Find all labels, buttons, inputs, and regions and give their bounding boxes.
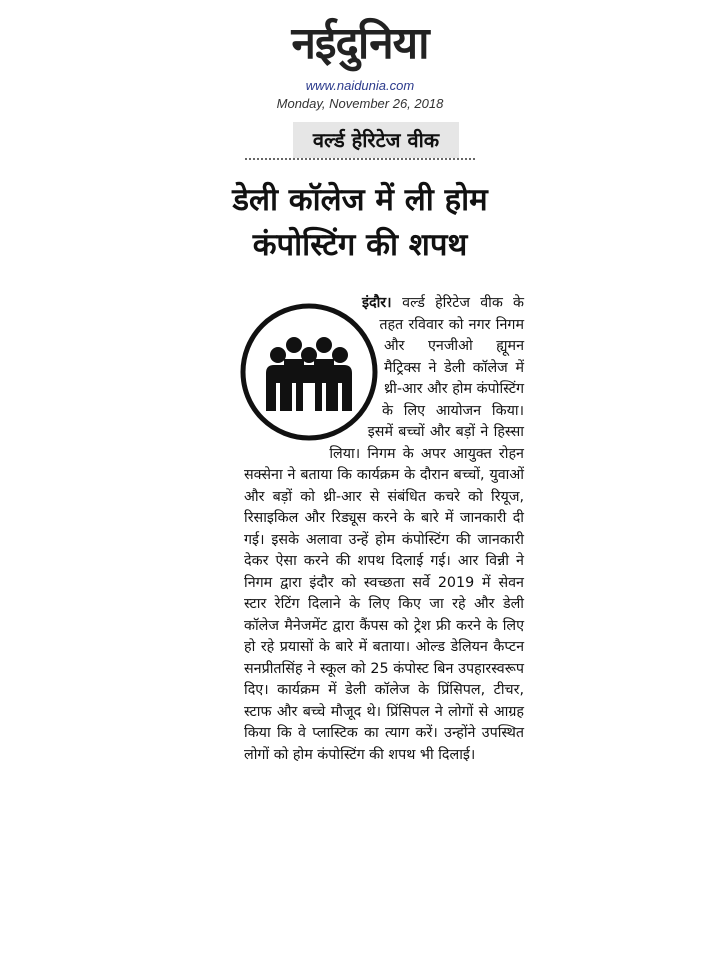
dateline: इंदौर। xyxy=(361,295,403,311)
article-headline: डेली कॉलेज में ली होम कंपोस्टिंग की शपथ xyxy=(232,182,488,263)
publication-date: Monday, November 26, 2018 xyxy=(276,96,444,111)
newspaper-masthead: नईदुनिया xyxy=(291,18,429,69)
article-body xyxy=(244,293,524,766)
kicker-divider xyxy=(245,158,475,160)
article-text: वर्ल्ड हेरिटेज वीक के तहत रविवार को नगर निगम और एनजीओ ह्यूमन मैट्रिक्स ने डेली कॉलेज में थ्री-आर और होम कंपोस्टिंग के लिए आयोजन किया। इसमें बच्चों और बड़ों ने हिस्सा लिया। निगम के अपर आयुक्त रोहन सक्सेना ने बताया कि कार्यक्रम के दौरान बच्चों, युवाओं और बड़ों को थ्री-आर से संबंधित कचरे को रियूज, रिसाइकिल और रिड्यूस करने के बारे में जानकारी दी गई। इसके अलावा उन्हें होम कंपोस्टिंग की जानकारी देकर ऐसा करने की शपथ दिलाई गई। आर विन्नी ने निगम द्वारा इंदौर को स्वच्छता सर्वे 2019 में सेवन स्टार रेटिंग दिलाने के लिए किए जा रहे और डेली कॉलेज मैनेजमेंट द्वारा कैंपस को ट्रेश फ्री करने के लिए हो रहे प्रयासों के बारे में बताया। ओल्ड डेलियन कैप्टन सनप्रीतसिंह ने स्कूल को 25 कंपोस्ट बिन उपहारस्वरूप दिए। कार्यक्रम में डेली कॉलेज के प्रिंसिपल, टीचर, स्टाफ और बच्चे मौजूद थे। प्रिंसिपल ने लोगों से आग्रह किया कि वे प्लास्टिक का त्याग करें। उन्होंने उपस्थित लोगों को होम कंपोस्टिंग की शपथ भी दिलाई। xyxy=(244,295,525,763)
website-url[interactable]: www.naidunia.com xyxy=(305,78,415,93)
group-of-people-icon xyxy=(238,299,380,445)
section-kicker: वर्ल्ड हेरिटेज वीक xyxy=(293,122,459,158)
